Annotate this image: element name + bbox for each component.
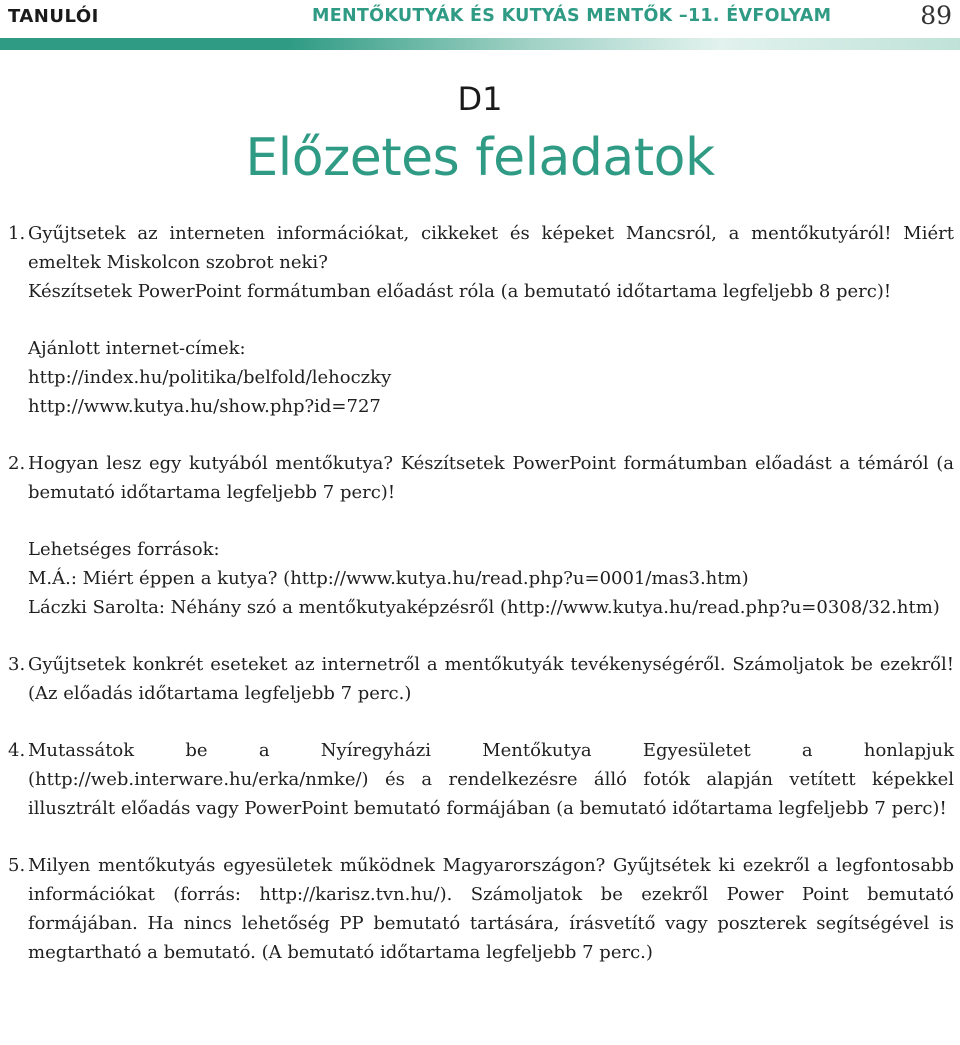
link-1: http://index.hu/politika/belfold/lehoczky	[28, 367, 392, 388]
task-list	[8, 219, 954, 967]
task-text: Milyen mentőkutyás egyesületek működnek Magyarországon? Gyűjtsétek ki ezekről a legfontosabb információkat (forrás: http://karisz.tvn.hu/). Számoljatok be ezekről Power Point bemutató formájában. Ha nincs lehetőség PP bemutató tartására, írásvetítő vagy poszterek segítségével is megtartható a bemutató. (A bemutató időtartama legfeljebb 7 perc.)	[28, 855, 954, 963]
task-1	[8, 219, 954, 277]
link-2: http://www.kutya.hu/show.php?id=727	[28, 396, 381, 417]
task-number: 3.	[8, 654, 26, 675]
task-text: Gyűjtsetek konkrét eseteket az internetről a mentőkutyák tevékenységéről. Számoljatok be ezekről! (Az előadás időtartama legfeljebb 7 perc.)	[28, 654, 954, 704]
recommended-links-heading: Ajánlott internet-címek:	[28, 338, 246, 359]
task-1-text2: Készítsetek PowerPoint formátumban előadást róla (a bemutató időtartama legfeljebb 8 perc)!	[28, 281, 892, 302]
page-number: 89	[920, 1, 952, 30]
task-number: 4.	[8, 740, 26, 761]
possible-sources-heading: Lehetséges források:	[28, 539, 220, 560]
header-gradient-bar	[0, 38, 960, 50]
source-2: Láczki Sarolta: Néhány szó a mentőkutyaképzésről (http://www.kutya.hu/read.php?u=0308/32.htm)	[28, 597, 940, 618]
source-1: M.Á.: Miért éppen a kutya? (http://www.kutya.hu/read.php?u=0001/mas3.htm)	[28, 568, 749, 589]
task-2	[8, 449, 954, 507]
task-5	[8, 851, 954, 967]
task-number: 2.	[8, 453, 26, 474]
task-number: 5.	[8, 855, 26, 876]
task-text: Mutassátok be a Nyíregyházi Mentőkutya Egyesületet a honlapjuk (http://web.interware.hu/erka/nmke/) és a rendelkezésre álló fotók alapján vetített képekkel illusztrált előadás vagy PowerPoint bemutató formájában (a bemutató időtartama legfeljebb 7 perc)!	[28, 740, 954, 819]
task-3	[8, 650, 954, 708]
page-header	[0, 0, 960, 38]
task-number: 1.	[8, 223, 26, 244]
header-left-label: TANULÓI	[8, 6, 99, 27]
header-chapter-title: MENTŐKUTYÁK ÉS KUTYÁS MENTŐK –11. ÉVFOLYAM	[312, 6, 832, 26]
task-text: Gyűjtsetek az interneten információkat, cikkeket és képeket Mancsról, a mentőkutyáról! Miért emeltek Miskolcon szobrot neki?	[28, 223, 954, 273]
page-title: Előzetes feladatok	[245, 128, 715, 188]
section-code: D1	[457, 80, 503, 118]
task-text: Hogyan lesz egy kutyából mentőkutya? Készítsetek PowerPoint formátumban előadást a témáról (a bemutató időtartama legfeljebb 7 perc)!	[28, 453, 954, 503]
task-4	[8, 736, 954, 823]
